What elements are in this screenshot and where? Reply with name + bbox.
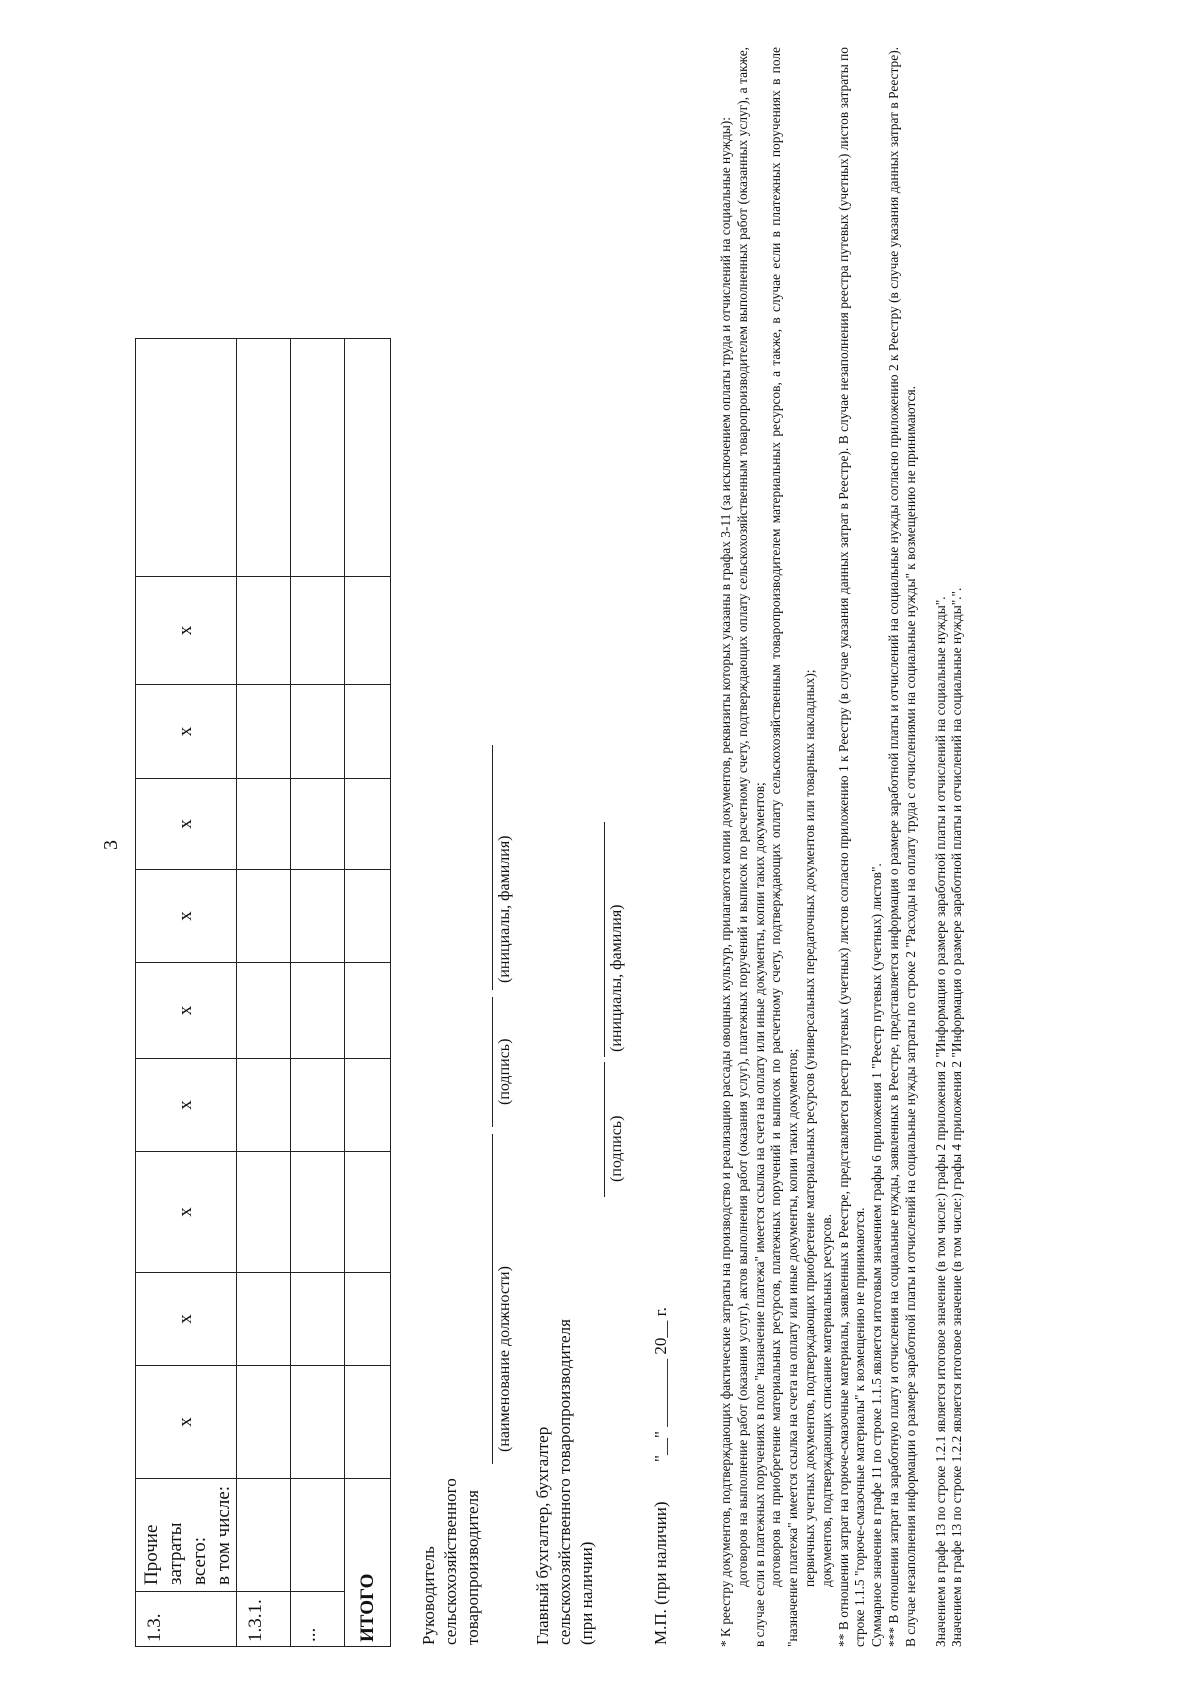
footnote-paragraph: *** В отношении затрат на заработную плату и отчисления на социальные нужды, заявленных в Реестре, представляется информация о размере заработной платы и отчислений на социальные нужды согласно приложению 2 к Реестру (в случае указания данных затрат в Реестре). В случае незаполнения информации о размере заработной платы и отчислений на социальные нужды затраты по строке 2 "Расходы на оплату труда с отчислениями на социальные нужды" к возмещению не принимаются. xyxy=(885,47,918,1647)
table-cell xyxy=(237,870,291,963)
row-name-line: всего: xyxy=(189,1536,210,1585)
table-cell xyxy=(237,1152,291,1273)
table-cell xyxy=(345,1059,391,1152)
costs-table xyxy=(135,338,391,1647)
footnote-paragraph: договоров на приобретение материальных ресурсов, платежных поручений и выписок по расчетному счету, подтверждающих оплату сельскохозяйственным товаропроизводителем материальных ресурсов, а также, в случае если в платежных поручениях в поле "назначение платежа" имеется ссылка на счета на оплату или иные документы, копии таких документов; xyxy=(768,47,801,1647)
table-cell xyxy=(345,1366,391,1479)
table-cell xyxy=(345,339,391,577)
table-cell xyxy=(136,339,237,577)
footnote-paragraph: договоров на выполнение работ (оказания услуг), актов выполнения работ (оказания услуг), платежных поручений и выписок по расчетному счету, подтверждающих оплату сельскохозяйственным товаропроизводителем выполненных работ (оказанных услуг), а также, в случае если в платежных поручениях в поле "назначение платежа" имеется ссылка на счета на оплату или иные документы, копии таких документов; xyxy=(734,47,767,1647)
table-cell xyxy=(237,963,291,1059)
head-title-line: Руководитель xyxy=(419,1546,438,1645)
table-cell xyxy=(291,963,345,1059)
signature-line xyxy=(492,997,493,1127)
row-number: 1.3.1. xyxy=(237,1592,291,1647)
initials-caption: (инициалы, фамилия) xyxy=(496,835,513,983)
table-cell xyxy=(237,1366,291,1479)
table-cell xyxy=(291,1273,345,1366)
footnote-paragraph: ** В отношении затрат на горюче-смазочные материалы, заявленных в Реестре, представляется реестр путевых (учетных) листов согласно приложению 1 к Реестру (в случае указания данных затрат в Реестре). В случае незаполнения реестра путевых (учетных) листов затраты по строке 1.1.5 "горюче-смазочные материалы" к возмещению не принимаются. xyxy=(835,47,868,1647)
footnote-paragraph: первичных учетных документов, подтверждающих приобретение материальных ресурсов (универсальных передаточных документов или товарных накладных); xyxy=(801,669,817,1587)
table-cell xyxy=(237,685,291,779)
table-cell: х xyxy=(136,963,237,1059)
position-caption: (наименование должности) xyxy=(496,1266,513,1452)
table-cell: х xyxy=(136,1273,237,1366)
table-cell xyxy=(345,577,391,685)
accountant-title-line: сельскохозяйственного товаропроизводителя xyxy=(555,1319,574,1645)
table-row xyxy=(136,339,237,1647)
row-name xyxy=(136,1479,237,1592)
row-name-line: Прочие затраты xyxy=(141,1522,186,1585)
table-cell xyxy=(291,870,345,963)
row-name xyxy=(291,1479,345,1592)
page-number: 3 xyxy=(100,840,122,850)
table-cell xyxy=(237,779,291,870)
row-name-line: в том числе: xyxy=(213,1485,234,1585)
position-line xyxy=(492,1134,493,1464)
table-cell: х xyxy=(136,1152,237,1273)
row-name xyxy=(237,1479,291,1592)
table-cell: х xyxy=(136,870,237,963)
footnote-paragraph: Суммарное значение в графе 11 по строке 1.1.5 является итоговым значением графы 6 приложения 1 "Реестр путевых (учетных) листов". xyxy=(869,863,885,1647)
table-cell: х xyxy=(136,1059,237,1152)
table-row xyxy=(291,339,345,1647)
accountant-title-line: Главный бухгалтер, бухгалтер xyxy=(533,1426,552,1645)
table-cell: х xyxy=(136,779,237,870)
table-cell xyxy=(237,339,291,577)
table-cell xyxy=(291,779,345,870)
footnote-paragraph: Значением в графе 13 по строке 1.2.2 является итоговое значение (в том числе:) графы 4 приложения 2 "Информация о размере заработной платы и отчислений на социальные нужды".". xyxy=(949,587,965,1647)
date-line: "__" ________ 20__ г. xyxy=(651,1307,670,1462)
signature-line-2 xyxy=(604,1062,605,1197)
table-cell xyxy=(345,779,391,870)
table-cell xyxy=(291,1059,345,1152)
table-cell xyxy=(345,1273,391,1366)
stamp-label: М.П. (при наличии) xyxy=(651,1501,670,1645)
table-row xyxy=(345,339,391,1647)
table-cell xyxy=(291,685,345,779)
row-number: ... xyxy=(291,1592,345,1647)
footnote-paragraph: Значением в графе 13 по строке 1.2.1 является итоговое значение (в том числе:) графы 2 приложения 2 "Информация о размере заработной платы и отчислений на социальные нужды". xyxy=(932,596,948,1647)
row-number: 1.3. xyxy=(136,1592,237,1647)
initials-caption-2: (инициалы, фамилия) xyxy=(608,904,625,1052)
table-cell: х xyxy=(136,685,237,779)
total-row-label: ИТОГО xyxy=(345,1479,391,1647)
accountant-title-line: (при наличии) xyxy=(577,1541,596,1645)
table-cell xyxy=(237,577,291,685)
accountant-signature-block xyxy=(532,1319,598,1645)
head-signature-block xyxy=(418,1478,484,1645)
table-cell xyxy=(237,1273,291,1366)
table-cell xyxy=(237,1059,291,1152)
signature-caption-2: (подпись) xyxy=(608,1115,625,1182)
footnotes xyxy=(718,47,966,1647)
table-cell xyxy=(291,339,345,577)
head-title-line: сельскохозяйственного xyxy=(441,1478,460,1645)
footnote-paragraph: * К реестру документов, подтверждающих фактические затраты на производство и реализацию рассады овощных культур, прилагаются копии документов, реквизиты которых указаны в графах 3-11 (за исключением оплаты труда и отчислений на социальные нужды): xyxy=(718,117,733,1647)
initials-line-2 xyxy=(604,822,605,1057)
table-cell xyxy=(291,1366,345,1479)
table-cell: х xyxy=(136,577,237,685)
table-cell xyxy=(345,1152,391,1273)
table-cell: х xyxy=(136,1366,237,1479)
footnote-paragraph: документов, подтверждающих списание материальных ресурсов. xyxy=(818,1214,834,1587)
signature-caption: (подпись) xyxy=(496,1038,513,1105)
initials-line xyxy=(492,745,493,990)
table-cell xyxy=(345,685,391,779)
head-title-line: товаропроизводителя xyxy=(463,1490,482,1645)
table-cell xyxy=(345,963,391,1059)
table-cell xyxy=(291,577,345,685)
table-cell xyxy=(291,1152,345,1273)
table-row xyxy=(237,339,291,1647)
table-cell xyxy=(345,870,391,963)
